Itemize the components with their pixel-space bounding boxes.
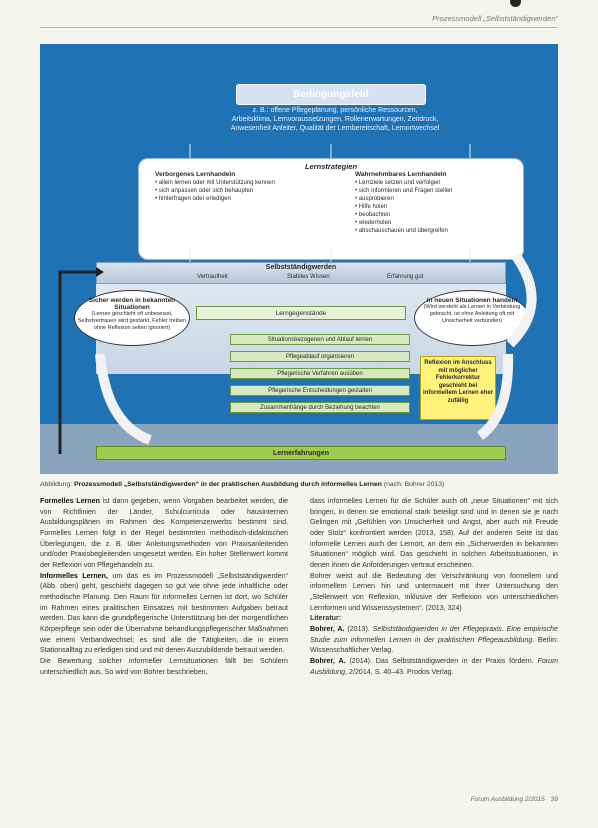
reflection-box: Reflexion im Anschluss mit möglicher Fehlerkorrektur geschieht bei informellem Lernen eher zufällig	[420, 356, 496, 420]
figure-arrows	[40, 44, 558, 474]
feedback-loop-arrow	[60, 272, 96, 454]
left-oval-known-situations: Sicher werden in bekannten Situationen (Lernen geschieht oft unbewusst, Selbstvertrauen wird gestärkt, Fehler treiben ohne Reflexion selten ignoriert)	[74, 290, 190, 346]
right-text-column	[310, 496, 558, 677]
paragraph-formal-learning: Formelles Lernen ist dann gegeben, wenn Vorgaben bearbeitet werden, die von Richtlinien der Länder, Schulcurricula oder hausinternen Ausbildungsplänen im Rahmen des Kompetenzerwerbs bestimmt sind. Formelles Lernen folgt in der Regel bestimmten methodisch-didaktischen Überlegungen, die z. B. über Anleitungsmethoden von Praxisanleitenden und/oder Praxisbegleitenden umgesetzt werden. Ein hoher Stellenwert kommt der Reflexion von Pflegehandeln zu.	[40, 497, 288, 569]
running-title: Prozessmodell „Selbstständigwerden“	[432, 14, 558, 23]
paragraph-new-situations: dass informelles Lernen für die Schüler auch oft „neue Situationen“ mit sich bringen, in denen sie emotional stark beteiligt sind und in denen sie je nach Gelingen mit „Gefühlen von Unsicherheit und Angst, aber auch mit Freude oder Stolz“ konfrontiert werden (2013, 158). Auf der anderen Seite ist das informelle Lernen auch der Lernort, an dem ein „Sicherwerden in bekannten Situationen“ möglich wird. Das geschieht in solchen Arbeitssituationen, in denen ihnen die Anforderungen vertraut erscheinen.	[310, 497, 558, 569]
page-number: 39	[550, 796, 558, 803]
process-box-1: Situationsbezogenen und Ablauf lernen	[230, 334, 410, 345]
corner-mark	[510, 0, 521, 7]
feedback-loop-arrowhead	[96, 267, 104, 277]
paragraph-evaluation: Die Bewertung solcher informeller Lernsituationen fällt bei Schülern unterschiedlich aus. So wird von Bohrer beschrieben,	[40, 656, 288, 676]
figure-caption: Abbildung: Prozessmodell „Selbstständigwerden“ in der praktischen Ausbildung durch informelles Lernen (nach: Bohrer 2013)	[40, 481, 445, 488]
left-curved-arrow	[100, 354, 150, 440]
paragraph-bohrer: Bohrer weist auf die Bedeutung der Verschränkung von formellem und informellem Lernen hin und untermauert mit ihrer Untersuchung den „Stellenwert von Reflexion, inklusive der Reflexion von unterschiedlichen Lernformen und Wissenssystemen“. (2013, 324)	[310, 571, 558, 612]
process-model-figure	[40, 44, 558, 474]
right-curved-arrow	[480, 354, 508, 436]
header-rule	[40, 27, 558, 28]
strategies-title: Lernstrategien	[304, 162, 358, 171]
learning-objects-box: Lerngegenstände	[196, 306, 406, 320]
literature-entry-1: Bohrer, A. (2013). Selbstständigwerden in der Pflegepraxis. Eine empirische Studie zum informellen Lernen in der praktischen Pflegeausbildung. Berlin: Wissenschaftlicher Verlag.	[310, 624, 558, 655]
page-footer	[471, 796, 558, 803]
process-box-3: Pflegerische Verfahren ausüben	[230, 368, 410, 379]
process-box-5: Zusammenhänge durch Beziehung beachten	[230, 402, 410, 413]
right-upper-curved-arrow	[510, 256, 532, 344]
visible-learning-column: Wahrnehmbares Lernhandeln • Lernziele setzen und verfolgen • sich informieren und Fragen stellen • ausprobieren • Hilfe holen • beobachten • wiederholen • abschauschauen und übergreifen	[355, 171, 453, 234]
process-box-2: Pflegeablauf organisieren	[230, 351, 410, 362]
paragraph-informal-learning: Informelles Lernen, um das es im Prozessmodell „Selbstständigwerden“ (Abb. oben) geht, geschieht dagegen so gut wie ohne jede inhaltliche oder methodische Planung. Den Raum für informelles Lernen ist dort, wo Schüler im Rahmen eines praktischen Einsatzes mit bestimmten Aufgaben betraut werden. Das kann die grundpflegerische Unterstützung bei der morgendlichen Körperpflege sein oder die Übernahme behandlungspflegerischer Maßnahmen wie einem Verbandwechsel; es sind alle die Tätigkeiten, die in einem Stationsalltag zu erledigen sind und mit denen Auszubildende betraut werden.	[40, 571, 288, 655]
literature-heading: Literatur:	[310, 614, 342, 623]
right-oval-new-situations: in neuen Situationen handeln (Wird versteht als Lernen in Verbindung gebracht, ist ohne Anleitung oft mit Unsicherheit verbunden)	[414, 290, 530, 346]
process-box-4: Pflegerische Entscheidungen gestalten	[230, 385, 410, 396]
hidden-learning-column: Verborgenes Lernhandeln • allein lernen oder mit Unterstützung kennen • sich anpassen oder sich behaupten • hinterfragen oder erledigen	[155, 171, 275, 202]
conditions-title: Bedingungsfeld	[236, 84, 426, 105]
learning-experiences-bar: Lernerfahrungen	[96, 446, 506, 460]
literature-entry-2: Bohrer, A. (2014). Das Selbstständigwerden in der Praxis fördern. Forum Ausbildung, 2/2014, S. 40–43. Prodos Verlag.	[310, 656, 558, 676]
footer-journal: Forum Ausbildung 2/2015	[470, 796, 545, 803]
conditions-text: z. B.: offene Pflegeplanung, persönliche Ressourcen, Arbeitsklima, Lernvoraussetzungen, Rollenerwartungen, Zeitdruck, Anwesenheit Anleiter, Qualität der Lernbereitschaft, Lernortwechsel	[230, 107, 440, 132]
left-text-column	[40, 496, 288, 677]
independence-bar: Selbstständigwerden Vertrautheit Stabiles Wissen Erfahrung gut	[96, 262, 506, 284]
